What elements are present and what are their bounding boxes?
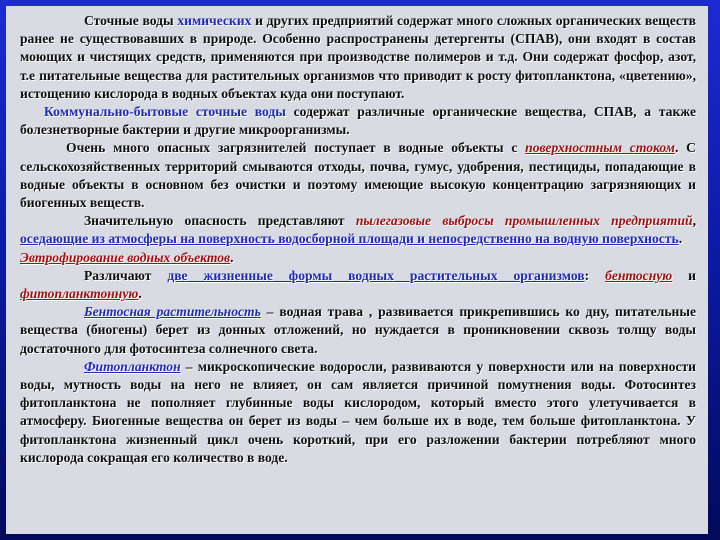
paragraph-phytoplankton [20,358,696,467]
p6-text-start: Различают [84,267,168,283]
p8-text-rest: – микроскопические водоросли, развиваются у поверхности или на поверхности воды, мутность воды на него не влияет, он сам является причиной помутнения воды. Фотосинтез фитопланктона не пополняет глубинные воды кислородом, который вместо этого улетучивается в атмосферу. Биогенные вещества он берет из воды – чем больше их в воде, тем больше фитопланктона. У фитопланктона жизненный цикл очень короткий, при его разложении бактерии потребляют много кислорода сокращая его количество в воде. [20,358,696,465]
p7-highlight-benthic-vegetation: Бентосная растительность [84,304,261,320]
paragraph-industrial-emissions [20,212,696,248]
p5-highlight-eutrophication: Эвтрофирование водных объектов [20,249,231,265]
p4-text-start: Значительную опасность представляют [84,213,356,229]
p1-text-rest: и других предприятий содержат много сложных органических веществ ранее не существовавших в природе. Особенно распространены детергенты (СПАВ), они входят в состав моющих и чистящих средств, применяются при производстве полимеров и т.д. Они содержат фосфор, азот, т.е питательные вещества для растительных организмов что приводит к росту фитопланктона, «цветению», истощению кислорода в водных объектах куда они поступают. [20,13,696,101]
paragraph-eutrophication [20,249,696,267]
p2-highlight-municipal: Коммунально-бытовые сточные воды [44,104,286,120]
paragraph-plant-forms [20,267,696,303]
p6-highlight-phytoplankton: фитопланктонную [20,286,139,302]
p3-highlight-surface-runoff: поверхностным стоком [525,140,675,156]
p6-period: . [138,286,142,302]
p8-highlight-phytoplankton: Фитопланктон [84,358,181,374]
paragraph-surface-runoff [20,139,696,212]
p4-highlight-emissions: пылегазовые выбросы промышленных предприятий [355,213,693,229]
paragraph-industrial-wastewater [20,12,696,103]
p2-text-rest: содержат различные органические вещества, СПАВ, а также болезнетворные бактерии и другие микроорганизмы. [20,104,697,138]
p6-colon: : [584,267,606,283]
paragraph-municipal-wastewater [20,103,696,139]
p4-comma: , [692,213,696,229]
paragraph-benthic-vegetation [20,303,696,358]
p6-and: и [672,267,696,283]
p4-highlight-settling: оседающие из атмосферы на поверхность водосборной площади и непосредственно на водную поверхность [20,231,679,247]
p7-text-rest: – водная трава , развивается прикрепившись ко дну, питательные вещества (биогены) берет из донных отложений, но нуждается в проникновении сквозь толщу воды достаточного для фотосинтеза солнечного света. [20,304,697,356]
text-panel [6,6,708,534]
p6-highlight-benthic: бентосную [605,267,673,283]
p5-period: . [230,249,234,265]
p4-period: . [678,231,683,247]
p6-highlight-two-forms: две жизненные формы водных растительных организмов [167,267,585,283]
p3-text-rest: . С сельскохозяйственных территорий смываются отходы, почва, гумус, удобрения, пестициды, попадающие в водные объекты в основном без очистки и поэтому имеющие высокую концентрацию загрязняющих и биогенных веществ. [20,140,696,211]
p1-highlight-chemical: химических [177,13,252,28]
p3-text-start: Очень много опасных загрязнителей поступает в водные объекты с [66,140,526,156]
p1-text-start: Сточные воды [84,13,178,28]
